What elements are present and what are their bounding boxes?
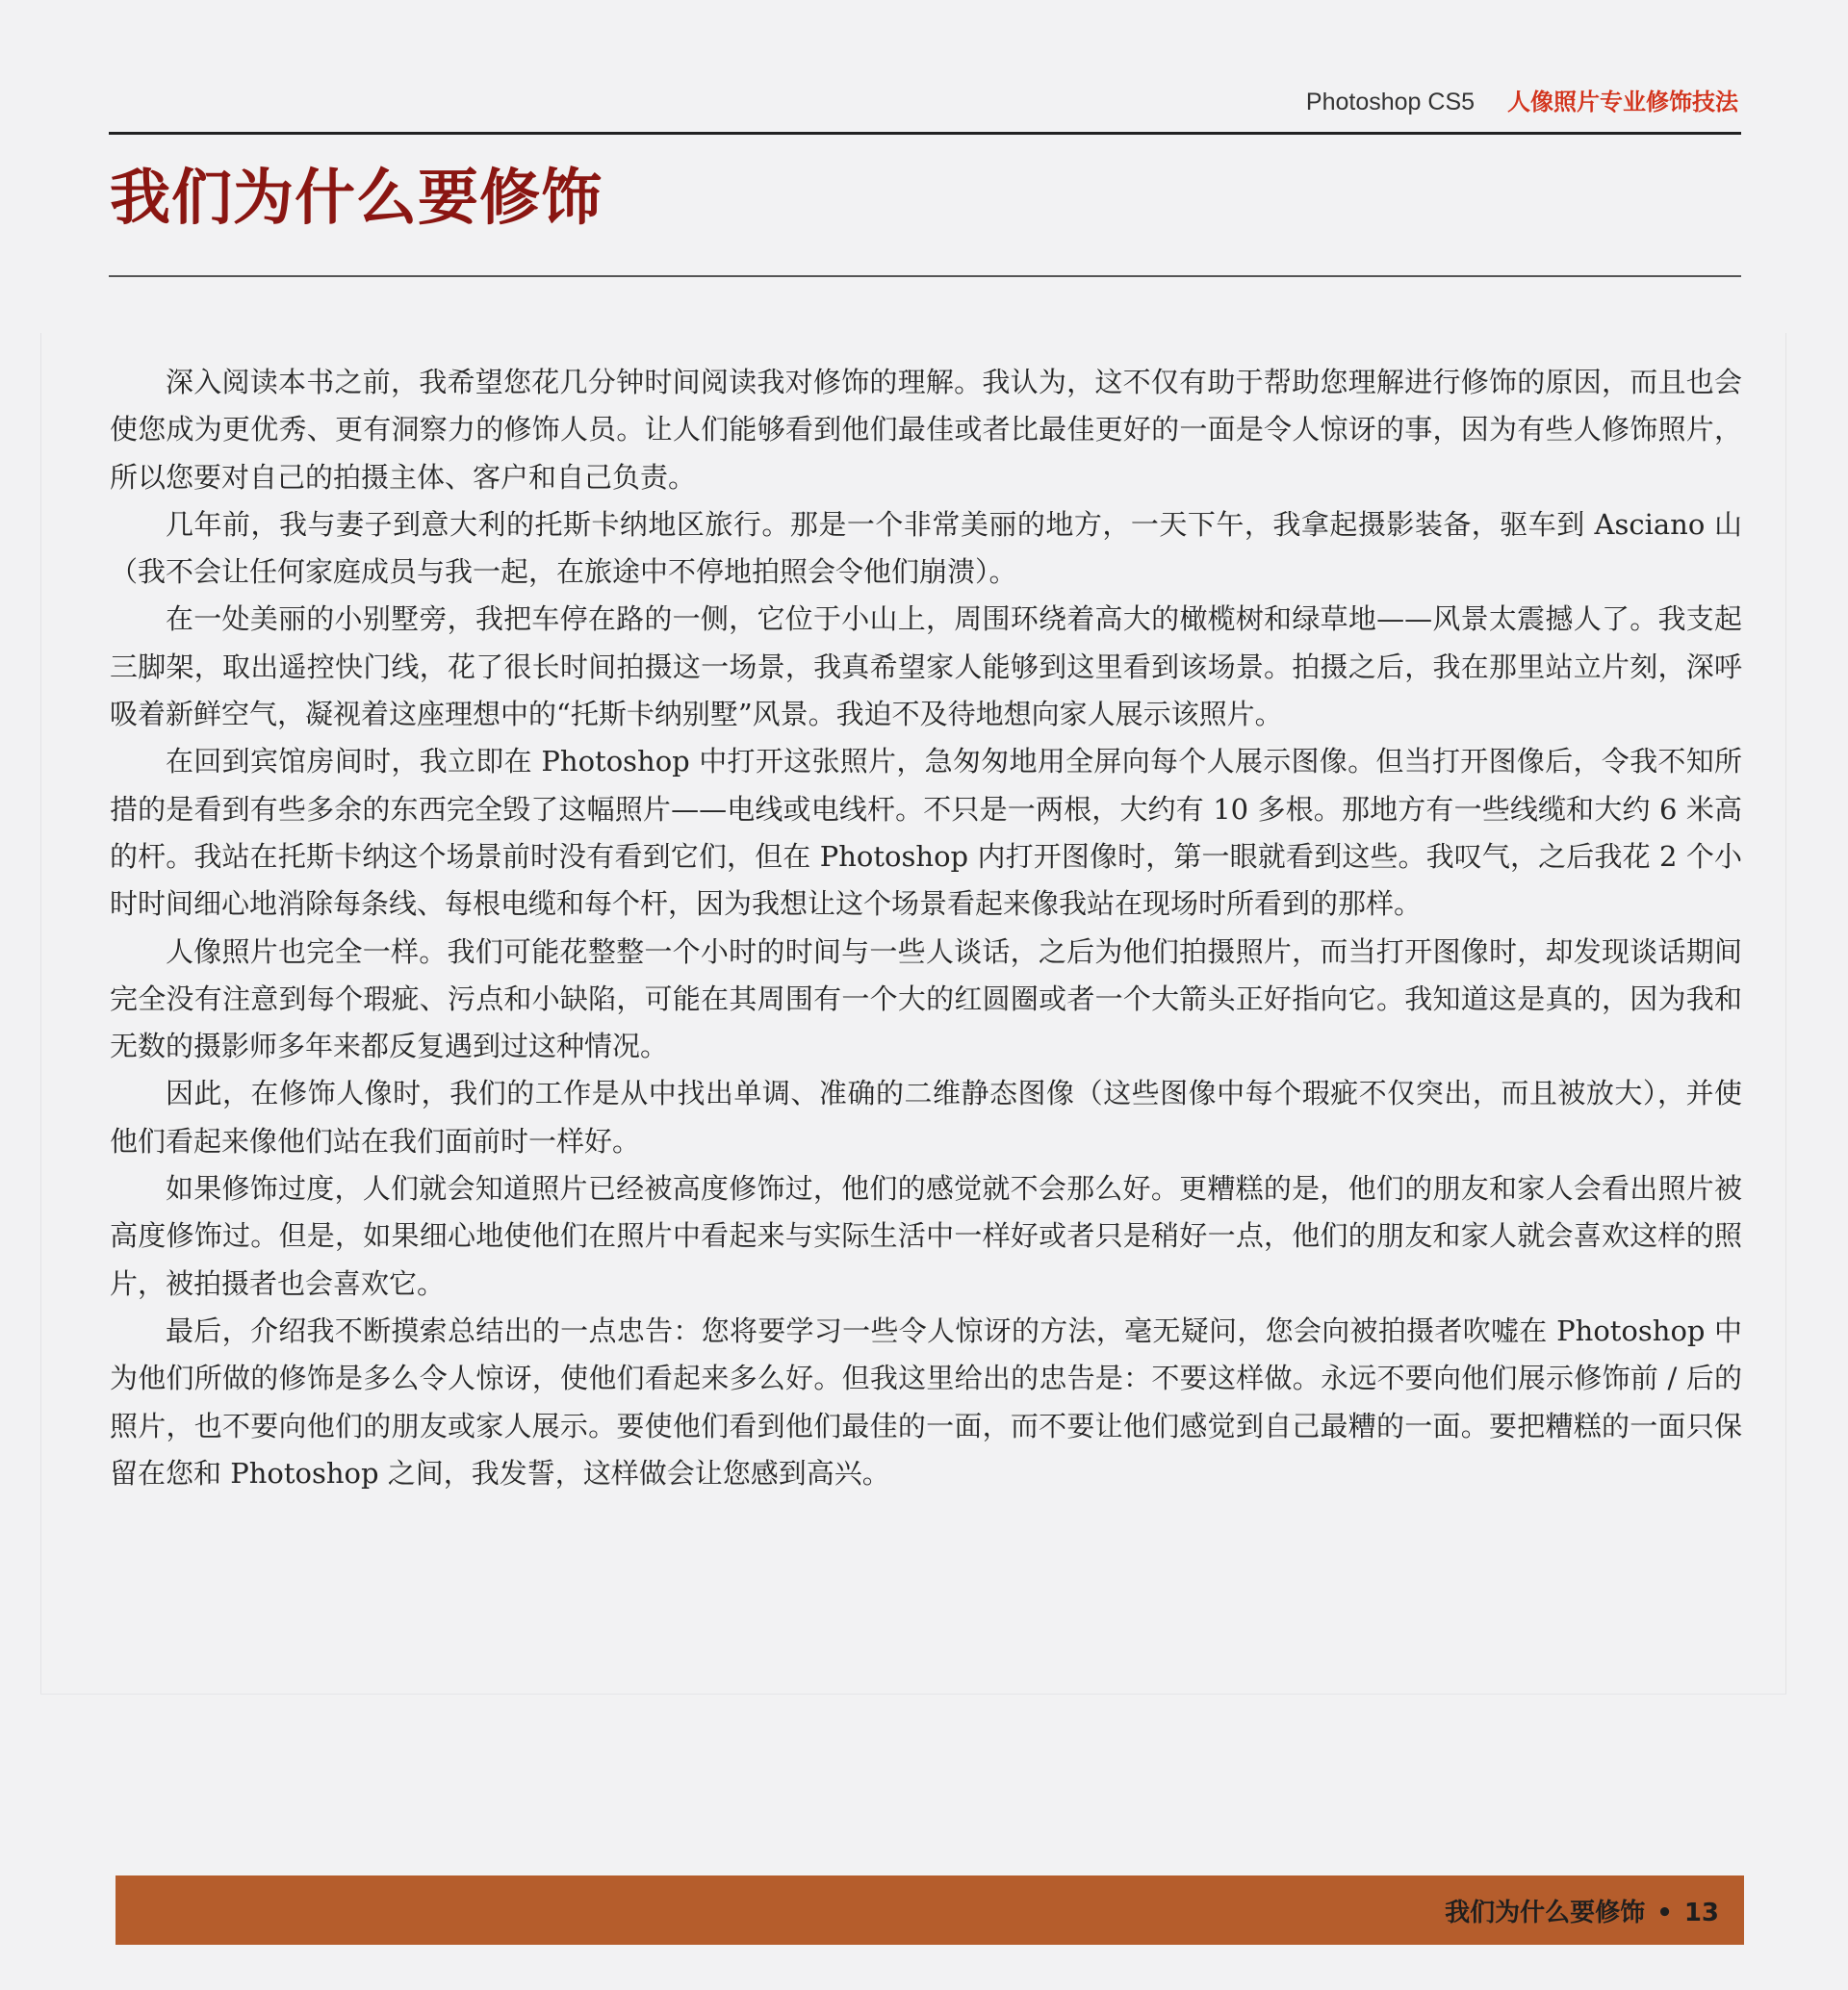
frame-line-bottom	[40, 1694, 1786, 1695]
paragraph-3: 在一处美丽的小别墅旁，我把车停在路的一侧，它位于小山上，周围环绕着高大的橄榄树和绿草地——风景太震撼人了。我支起三脚架，取出遥控快门线，花了很长时间拍摄这一场景，我真希望家人能够到这里看到该场景。拍摄之后，我在那里站立片刻，深呼吸着新鲜空气，凝视着这座理想中的“托斯卡纳别墅”风景。我迫不及待地想向家人展示该照片。	[110, 602, 1742, 731]
header-rule	[109, 132, 1741, 135]
footer-bar	[116, 1875, 1744, 1945]
footer-separator: •	[1656, 1899, 1673, 1927]
paragraph-1: 深入阅读本书之前，我希望您花几分钟时间阅读我对修饰的理解。我认为，这不仅有助于帮助您理解进行修饰的原因，而且也会使您成为更优秀、更有洞察力的修饰人员。让人们能够看到他们最佳或者比最佳更好的一面是令人惊讶的事，因为有些人修饰照片，所以您要对自己的拍摄主体、客户和自己负责。	[110, 366, 1742, 494]
frame-line-right	[1785, 333, 1786, 1694]
page-title: 我们为什么要修饰	[110, 163, 603, 233]
paragraph-7: 如果修饰过度，人们就会知道照片已经被高度修饰过，他们的感觉就不会那么好。更糟糕的是，他们的朋友和家人会看出照片被高度修饰过。但是，如果细心地使他们在照片中看起来与实际生活中一样好或者只是稍好一点，他们的朋友和家人就会喜欢这样的照片，被拍摄者也会喜欢它。	[110, 1172, 1742, 1300]
paragraph-2: 几年前，我与妻子到意大利的托斯卡纳地区旅行。那是一个非常美丽的地方，一天下午，我拿起摄影装备，驱车到 Asciano 山（我不会让任何家庭成员与我一起，在旅途中不停地拍照会令他们崩溃）。	[110, 507, 1742, 589]
paragraph-8: 最后，介绍我不断摸索总结出的一点忠告：您将要学习一些令人惊讶的方法，毫无疑问，您会向被拍摄者吹嘘在 Photoshop 中为他们所做的修饰是多么令人惊讶，使他们看起来多么好。但我这里给出的忠告是：不要这样做。永远不要向他们展示修饰前 / 后的照片，也不要向他们的朋友或家人展示。要使他们看到他们最佳的一面，而不要让他们感觉到自己最糟的一面。要把糟糕的一面只保留在您和 Photoshop 之间，我发誓，这样做会让您感到高兴。	[110, 1314, 1742, 1490]
title-rule	[109, 275, 1741, 277]
footer-chapter: 我们为什么要修饰	[1445, 1899, 1646, 1927]
running-header	[1306, 83, 1738, 116]
book-subtitle: 人像照片专业修饰技法	[1507, 89, 1738, 115]
body-text	[110, 359, 1742, 1497]
footer-label	[1445, 1893, 1719, 1928]
paragraph-4: 在回到宾馆房间时，我立即在 Photoshop 中打开这张照片，急匆匆地用全屏向每个人展示图像。但当打开图像后，令我不知所措的是看到有些多余的东西完全毁了这幅照片——电线或电线杆。不只是一两根，大约有 10 多根。那地方有一些线缆和大约 6 米高的杆。我站在托斯卡纳这个场景前时没有看到它们，但在 Photoshop 内打开图像时，第一眼就看到这些。我叹气，之后我花 2 个小时时间细心地消除每条线、每根电缆和每个杆，因为我想让这个场景看起来像我站在现场时所看到的那样。	[110, 745, 1742, 921]
frame-line-left	[40, 333, 41, 1694]
paragraph-6: 因此，在修饰人像时，我们的工作是从中找出单调、准确的二维静态图像（这些图像中每个瑕疵不仅突出，而且被放大），并使他们看起来像他们站在我们面前时一样好。	[110, 1077, 1742, 1158]
paragraph-5: 人像照片也完全一样。我们可能花整整一个小时的时间与一些人谈话，之后为他们拍摄照片，而当打开图像时，却发现谈话期间完全没有注意到每个瑕疵、污点和小缺陷，可能在其周围有一个大的红圆圈或者一个大箭头正好指向它。我知道这是真的，因为我和无数的摄影师多年来都反复遇到过这种情况。	[110, 934, 1742, 1063]
page-number: 13	[1683, 1899, 1719, 1927]
book-name: Photoshop CS5	[1305, 89, 1476, 115]
